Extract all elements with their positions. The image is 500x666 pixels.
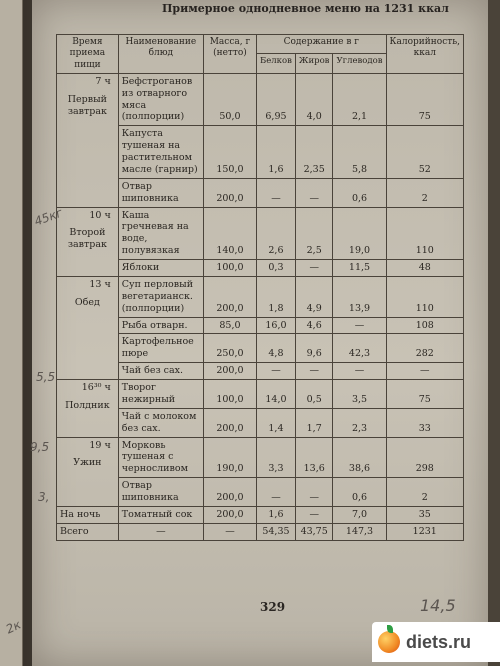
kcal-value: 2 — [386, 478, 463, 507]
fat-value: — — [295, 178, 333, 207]
meal-name: Ужин — [73, 457, 102, 469]
meal-name: Обед — [74, 296, 100, 308]
carbs-value: 7,0 — [333, 506, 386, 523]
protein-value: 0,3 — [257, 260, 296, 277]
mass-value: 190,0 — [203, 437, 256, 478]
carbs-value: 147,3 — [333, 523, 386, 540]
meal-time: 7 ч — [95, 75, 111, 87]
carbs-value: 0,6 — [333, 478, 386, 507]
mass-value: 100,0 — [203, 380, 256, 409]
night-label: На ночь — [57, 506, 119, 523]
menu-table — [56, 34, 464, 541]
fat-value: 13,6 — [295, 437, 333, 478]
margin-note: 3, — [38, 490, 50, 504]
meal-cell — [57, 73, 119, 207]
carbs-value: 38,6 — [333, 437, 386, 478]
table-row — [57, 380, 464, 409]
apple-icon — [378, 631, 400, 653]
header-carbs: Углеводов — [333, 54, 386, 73]
mass-value: — — [203, 523, 256, 540]
carbs-value: 0,6 — [333, 178, 386, 207]
fat-value: 4,9 — [295, 276, 333, 317]
carbs-value: 2,1 — [333, 73, 386, 126]
dish-name: Яблоки — [118, 260, 203, 277]
margin-note: 45кг — [32, 205, 65, 229]
kcal-value: 108 — [386, 317, 463, 334]
meal-name: Первый завтрак — [67, 93, 107, 117]
total-label: Всего — [57, 523, 119, 540]
fat-value: 0,5 — [295, 380, 333, 409]
mass-value: 250,0 — [203, 334, 256, 363]
dish-name: Томатный сок — [118, 506, 203, 523]
dish-name: Картофельное пюре — [118, 334, 203, 363]
mass-value: 200,0 — [203, 478, 256, 507]
meal-cell — [57, 437, 119, 506]
mass-value: 200,0 — [203, 363, 256, 380]
table-row — [57, 207, 464, 260]
menu-table-body — [57, 73, 464, 540]
mass-value: 140,0 — [203, 207, 256, 260]
protein-value: 2,6 — [257, 207, 296, 260]
meal-cell — [57, 276, 119, 379]
carbs-value: 13,9 — [333, 276, 386, 317]
kcal-value: 52 — [386, 126, 463, 179]
protein-value: 3,3 — [257, 437, 296, 478]
kcal-value: 33 — [386, 408, 463, 437]
meal-cell — [57, 207, 119, 276]
mass-value: 200,0 — [203, 408, 256, 437]
protein-value: — — [257, 478, 296, 507]
mass-value: 85,0 — [203, 317, 256, 334]
meal-name: Второй завтрак — [67, 227, 107, 251]
dish-name: Отвар шиповника — [118, 478, 203, 507]
protein-value: — — [257, 363, 296, 380]
table-row — [57, 478, 464, 507]
dish-name: Отвар шиповника — [118, 178, 203, 207]
kcal-value: 110 — [386, 276, 463, 317]
kcal-value: 282 — [386, 334, 463, 363]
page-title: Примерное однодневное меню на 1231 ккал — [162, 2, 449, 15]
carbs-value: — — [333, 317, 386, 334]
protein-value: 1,4 — [257, 408, 296, 437]
protein-value: 4,8 — [257, 334, 296, 363]
meal-time: 10 ч — [89, 209, 111, 221]
kcal-value: 110 — [386, 207, 463, 260]
table-row — [57, 178, 464, 207]
fat-value: 43,75 — [295, 523, 333, 540]
carbs-value: 11,5 — [333, 260, 386, 277]
kcal-value: 75 — [386, 73, 463, 126]
protein-value: 16,0 — [257, 317, 296, 334]
table-row — [57, 363, 464, 380]
fat-value: — — [295, 506, 333, 523]
dish-name: Чай без сах. — [118, 363, 203, 380]
fat-value: 2,35 — [295, 126, 333, 179]
fat-value: 1,7 — [295, 408, 333, 437]
header-dish: Наименование блюд — [118, 35, 203, 74]
protein-value: 54,35 — [257, 523, 296, 540]
site-logo[interactable] — [372, 622, 500, 662]
kcal-value: 298 — [386, 437, 463, 478]
mass-value: 50,0 — [203, 73, 256, 126]
table-row — [57, 126, 464, 179]
carbs-value: 5,8 — [333, 126, 386, 179]
meal-name: Полдник — [65, 399, 110, 411]
kcal-value: 35 — [386, 506, 463, 523]
header-kcal: Калорийность, ккал — [386, 35, 463, 74]
header-mass: Масса, г (нетто) — [203, 35, 256, 74]
carbs-value: 3,5 — [333, 380, 386, 409]
header-time: Время приема пищи — [57, 35, 119, 74]
previous-page-edge — [0, 0, 23, 666]
table-row — [57, 260, 464, 277]
meal-time: 13 ч — [89, 278, 111, 290]
fat-value: 4,6 — [295, 317, 333, 334]
table-row — [57, 276, 464, 317]
meal-cell — [57, 380, 119, 438]
margin-note: 2к — [3, 617, 24, 637]
dish-name: Суп перловый вегетарианск. (полпорции) — [118, 276, 203, 317]
mass-value: 100,0 — [203, 260, 256, 277]
margin-note: 14,5 — [420, 596, 456, 615]
dish-name: Капуста тушеная на растительном масле (гарнир) — [118, 126, 203, 179]
fat-value: 4,0 — [295, 73, 333, 126]
logo-text: diets.ru — [406, 631, 472, 652]
kcal-value: 75 — [386, 380, 463, 409]
dish-name: Творог нежирный — [118, 380, 203, 409]
table-row — [57, 334, 464, 363]
night-row — [57, 506, 464, 523]
kcal-value: 1231 — [386, 523, 463, 540]
mass-value: 200,0 — [203, 276, 256, 317]
header-fat: Жиров — [295, 54, 333, 73]
page-number: 329 — [260, 600, 286, 614]
total-row — [57, 523, 464, 540]
fat-value: — — [295, 363, 333, 380]
protein-value: 1,8 — [257, 276, 296, 317]
dish-name: — — [118, 523, 203, 540]
header-protein: Белков — [257, 54, 296, 73]
table-row — [57, 408, 464, 437]
fat-value: 2,5 — [295, 207, 333, 260]
kcal-value: 2 — [386, 178, 463, 207]
fat-value: — — [295, 260, 333, 277]
protein-value: 1,6 — [257, 506, 296, 523]
carbs-value: 2,3 — [333, 408, 386, 437]
kcal-value: — — [386, 363, 463, 380]
margin-note: 9,5 — [30, 440, 50, 454]
table-row — [57, 437, 464, 478]
dish-name: Морковь тушеная с черносливом — [118, 437, 203, 478]
header-content: Содержание в г — [257, 35, 387, 54]
protein-value: — — [257, 178, 296, 207]
mass-value: 150,0 — [203, 126, 256, 179]
meal-time: 19 ч — [89, 439, 111, 451]
mass-value: 200,0 — [203, 506, 256, 523]
table-row — [57, 73, 464, 126]
margin-note: 5,5 — [36, 370, 56, 384]
dish-name: Каша гречневая на воде, полувязкая — [118, 207, 203, 260]
protein-value: 1,6 — [257, 126, 296, 179]
fat-value: — — [295, 478, 333, 507]
dish-name: Рыба отварн. — [118, 317, 203, 334]
fat-value: 9,6 — [295, 334, 333, 363]
carbs-value: 42,3 — [333, 334, 386, 363]
protein-value: 6,95 — [257, 73, 296, 126]
protein-value: 14,0 — [257, 380, 296, 409]
carbs-value: — — [333, 363, 386, 380]
kcal-value: 48 — [386, 260, 463, 277]
table-row — [57, 317, 464, 334]
dish-name: Бефстроганов из отварного мяса (полпорции) — [118, 73, 203, 126]
carbs-value: 19,0 — [333, 207, 386, 260]
mass-value: 200,0 — [203, 178, 256, 207]
meal-time: 16³⁰ ч — [81, 382, 111, 393]
dish-name: Чай с молоком без сах. — [118, 408, 203, 437]
